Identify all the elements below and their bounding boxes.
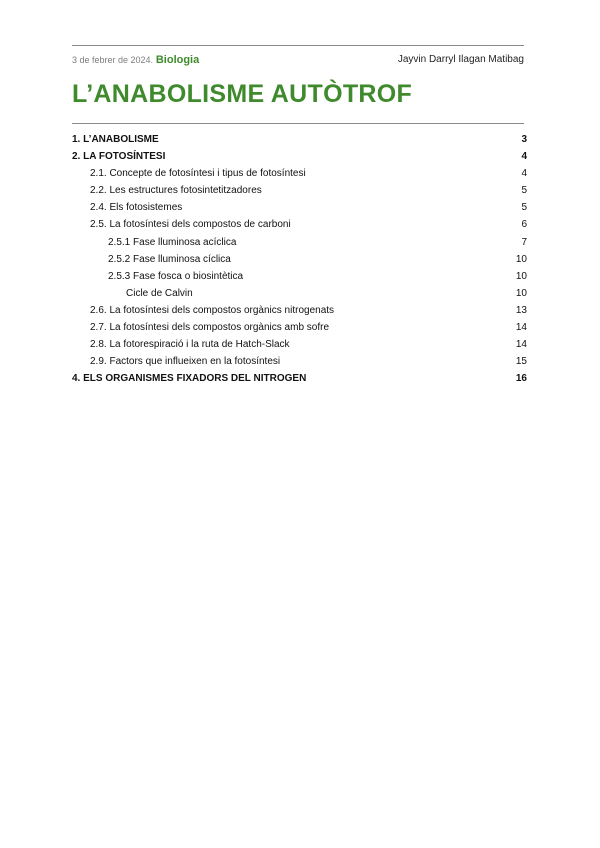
toc-entry-page[interactable]: 14 [515, 322, 527, 334]
toc-entry-label[interactable]: 2. LA FOTOSÍNTESI [72, 151, 166, 163]
toc-entry[interactable] [72, 370, 527, 387]
toc-entry-label[interactable]: 2.4. Els fotosistemes [90, 202, 183, 214]
toc-entry[interactable] [72, 353, 527, 370]
toc-entry-label[interactable]: 2.7. La fotosíntesi dels compostos orgànics amb sofre [90, 322, 330, 334]
toc-entry[interactable] [72, 336, 527, 353]
toc-entry-page[interactable]: 13 [515, 304, 527, 316]
toc-entry-label[interactable]: Cicle de Calvin [126, 287, 193, 299]
document-title: L’ANABOLISME AUTÒTROF [72, 80, 413, 108]
toc-entry-label[interactable]: 1. L’ANABOLISME [72, 134, 159, 145]
toc-entry-page[interactable]: 10 [515, 253, 527, 265]
toc-entry-page[interactable]: 4 [521, 151, 527, 163]
toc-entry-page[interactable]: 3 [521, 134, 527, 145]
toc-entry[interactable] [72, 268, 527, 285]
toc-entry[interactable] [72, 131, 527, 148]
toc-entry-label[interactable]: 2.5.1 Fase lluminosa acíclica [108, 236, 237, 248]
toc-entry-page[interactable]: 10 [515, 287, 527, 299]
toc-entry-page[interactable]: 7 [521, 236, 527, 248]
toc-entry[interactable] [72, 302, 527, 319]
toc-entry-label[interactable]: 2.5.3 Fase fosca o biosintètica [108, 270, 244, 282]
header-rule [72, 45, 524, 46]
toc-entry[interactable] [72, 216, 527, 233]
toc-entry-page[interactable]: 5 [521, 202, 527, 214]
toc-entry[interactable] [72, 148, 527, 165]
toc-entry[interactable] [72, 182, 527, 199]
toc-entry-page[interactable]: 16 [515, 373, 527, 385]
toc-entry-label[interactable]: 2.5. La fotosíntesi dels compostos de carboni [90, 219, 291, 231]
toc-entry-label[interactable]: 2.5.2 Fase lluminosa cíclica [108, 253, 231, 265]
toc-entry-label[interactable]: 2.2. Les estructures fotosintetitzadores [90, 185, 262, 197]
toc-entry-page[interactable]: 4 [521, 168, 527, 180]
title-rule [72, 123, 524, 124]
toc-entry[interactable] [72, 199, 527, 216]
header-author: Jayvin Darryl Ilagan Matibag [397, 54, 524, 65]
toc-entry[interactable] [72, 319, 527, 336]
toc-entry-page[interactable]: 6 [521, 219, 527, 231]
toc-entry-label[interactable]: 2.8. La fotorespiració i la ruta de Hatch-Slack [90, 339, 290, 351]
toc-entry[interactable] [72, 251, 527, 268]
header-date: 3 de febrer de 2024. [72, 55, 154, 65]
toc-entry[interactable] [72, 285, 527, 302]
toc-entry-page[interactable]: 5 [521, 185, 527, 197]
toc-entry[interactable] [72, 165, 527, 182]
page-header [72, 52, 524, 68]
toc-entry-label[interactable]: 2.6. La fotosíntesi dels compostos orgànics nitrogenats [90, 304, 335, 316]
toc-entry-page[interactable]: 14 [515, 339, 527, 351]
toc-entry[interactable] [72, 234, 527, 251]
header-subject: Biologia [155, 54, 200, 66]
toc-entry-label[interactable]: 4. ELS ORGANISMES FIXADORS DEL NITROGEN [72, 373, 307, 385]
toc-entry-label[interactable]: 2.1. Concepte de fotosíntesi i tipus de fotosíntesi [90, 168, 306, 180]
toc-entry-page[interactable]: 15 [515, 356, 527, 368]
table-of-contents [72, 131, 527, 387]
toc-entry-label[interactable]: 2.9. Factors que influeixen en la fotosíntesi [90, 356, 281, 368]
toc-entry-page[interactable]: 10 [515, 270, 527, 282]
